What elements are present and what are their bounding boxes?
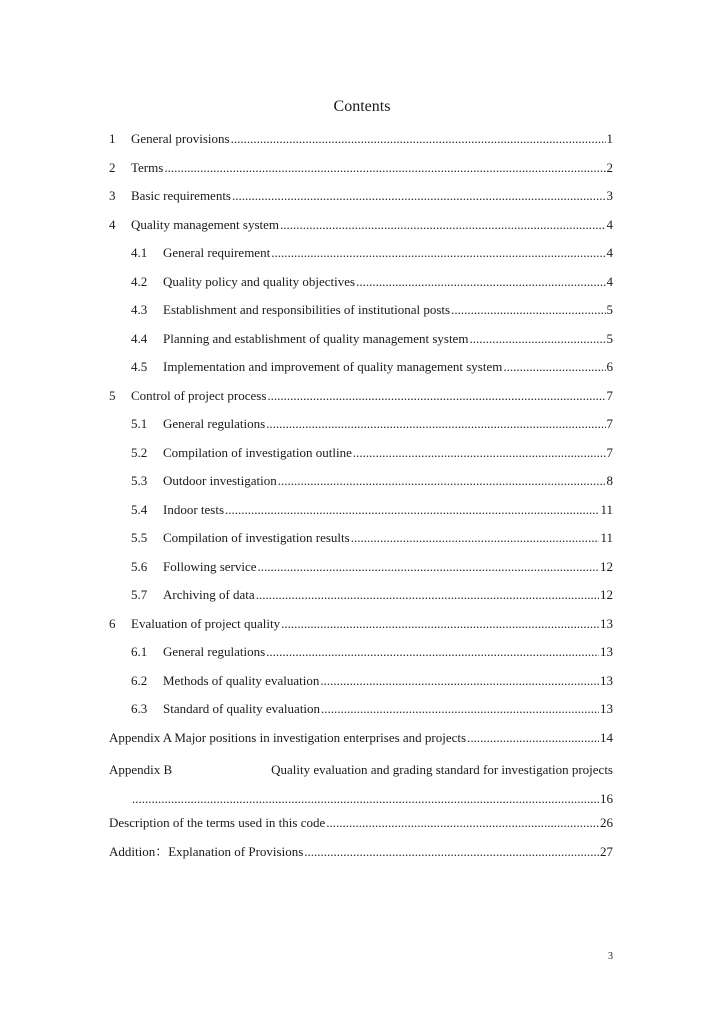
page-number: 3 [608, 951, 613, 962]
description-label: Description of the terms used in this code [109, 815, 326, 830]
dot-leader [321, 699, 599, 719]
toc-entry-label: Control of project process [131, 387, 267, 403]
toc-entry[interactable] [109, 443, 613, 472]
toc-entry-number: 6 [109, 615, 116, 631]
toc-entry[interactable] [109, 158, 613, 187]
toc-entry-label: Quality management system [131, 216, 280, 232]
toc-entry-addition[interactable] [109, 842, 613, 871]
toc-entry-page: 12 [600, 587, 613, 602]
toc-entry-label: Compilation of investigation outline [163, 444, 352, 460]
toc-entry-page: 11 [600, 501, 613, 517]
toc-entry-page: 7 [606, 444, 613, 460]
page-title: Contents [333, 98, 391, 115]
toc-entry-label: Quality policy and quality objectives [163, 273, 356, 289]
toc-entry-appendix-b[interactable] [109, 756, 613, 813]
toc-entry-number: 4 [109, 216, 116, 232]
addition-label: Addition：Explanation of Provisions [109, 843, 304, 859]
toc-entry-number: 5 [109, 387, 116, 403]
toc-entry-label: Implementation and improvement of quality management system [163, 359, 503, 374]
toc-entry-label: Outdoor investigation [163, 473, 277, 488]
toc-entry-page: 5 [606, 302, 613, 317]
dot-leader [258, 557, 599, 577]
toc-entry[interactable] [109, 243, 613, 272]
toc-entry-label: Planning and establishment of quality management system [163, 330, 469, 346]
dot-leader [326, 813, 599, 833]
dot-leader [467, 728, 599, 748]
toc-entry-page: 13 [600, 615, 613, 631]
toc-entry-page: 7 [606, 387, 613, 403]
toc-entry[interactable] [109, 699, 613, 728]
toc-entry-number: 5.7 [131, 587, 148, 602]
toc-entry-label: Methods of quality evaluation [163, 672, 320, 688]
toc-entry-number: 4.4 [131, 330, 148, 346]
toc-entry[interactable] [109, 414, 613, 443]
toc-entry-appendix-a[interactable] [109, 728, 613, 757]
toc-entry-number: 4.3 [131, 302, 148, 317]
toc-entry-number: 4.1 [131, 245, 148, 260]
toc-entry-page: 11 [600, 530, 613, 545]
dot-leader [266, 642, 599, 662]
toc-entry[interactable] [109, 215, 613, 244]
toc-entry-label: Establishment and responsibilities of institutional posts [163, 302, 451, 317]
toc-entry[interactable] [109, 357, 613, 386]
appendix-b-line-2 [109, 785, 613, 814]
toc-entry-number: 3 [109, 188, 116, 203]
toc-entry-page: 7 [606, 416, 613, 431]
dot-leader [271, 243, 605, 263]
toc-entry-label: Evaluation of project quality [131, 615, 281, 631]
addition-page: 27 [600, 843, 613, 859]
toc-entry-page: 12 [600, 558, 613, 574]
toc-entry-label: Basic requirements [131, 188, 231, 203]
toc-entry-label: Indoor tests [163, 501, 225, 517]
appendix-b-line-1 [109, 756, 613, 785]
dot-leader [356, 272, 605, 292]
toc-entry-page: 13 [600, 644, 613, 659]
dot-leader [267, 386, 605, 406]
toc-entry-label: General requirement [163, 245, 271, 260]
toc-entry-number: 5.6 [131, 558, 148, 574]
toc-entry-number: 4.2 [131, 273, 148, 289]
toc-entry-number: 5.1 [131, 416, 148, 431]
description-page: 26 [600, 815, 613, 830]
dot-leader [278, 471, 606, 491]
dot-leader [232, 186, 606, 206]
dot-leader [164, 158, 605, 178]
toc-entry-page: 2 [606, 159, 613, 175]
dot-leader [225, 500, 599, 520]
toc-entry-number: 6.2 [131, 672, 148, 688]
toc-entry-page: 1 [606, 131, 613, 146]
dot-leader [320, 671, 599, 691]
toc-entry-label: General regulations [163, 416, 266, 431]
appendix-b-label: Quality evaluation and grading standard for investigation projects [271, 762, 613, 777]
dot-leader [266, 414, 605, 434]
toc-entry-number: 2 [109, 159, 116, 175]
dot-leader [280, 215, 605, 235]
dot-leader [231, 129, 606, 149]
toc-entry-page: 4 [606, 273, 613, 289]
appendix-a-label: Major positions in investigation enterprises and projects [174, 729, 467, 745]
toc-entry-label: General regulations [163, 644, 266, 659]
appendix-b-page: 16 [600, 790, 613, 806]
toc-entry[interactable] [109, 471, 613, 500]
dot-leader [469, 329, 605, 349]
toc-entry-page: 8 [606, 473, 613, 488]
toc-entry-number: 5.4 [131, 501, 148, 517]
toc-entry[interactable] [109, 614, 613, 643]
toc-entry-number: 5.2 [131, 444, 148, 460]
toc-entry[interactable] [109, 186, 613, 215]
dot-leader [281, 614, 599, 634]
toc-entry-number: 1 [109, 131, 116, 146]
toc-entry-label: General provisions [131, 131, 230, 146]
toc-entry-label: Standard of quality evaluation [163, 701, 321, 716]
toc-entry-page: 13 [600, 672, 613, 688]
toc-entry-page: 4 [606, 216, 613, 232]
toc-entry[interactable] [109, 386, 613, 415]
table-of-contents [109, 129, 613, 870]
toc-entry-label: Archiving of data [163, 587, 255, 602]
dot-leader [132, 785, 599, 814]
toc-entry[interactable] [109, 272, 613, 301]
toc-entry[interactable] [109, 585, 613, 614]
toc-entry[interactable] [109, 129, 613, 158]
dot-leader [351, 528, 600, 548]
dot-leader [451, 300, 605, 320]
toc-entry-number: 4.5 [131, 359, 148, 374]
toc-entry-page: 13 [600, 701, 613, 716]
toc-entry[interactable] [109, 557, 613, 586]
toc-entry[interactable] [109, 671, 613, 700]
dot-leader [353, 443, 606, 463]
toc-entry[interactable] [109, 329, 613, 358]
dot-leader [256, 585, 599, 605]
toc-entry-label: Terms [131, 159, 164, 175]
toc-entry-number: 6.3 [131, 701, 148, 716]
toc-entry-number: 5.5 [131, 530, 148, 545]
dot-leader [304, 842, 599, 862]
appendix-a-prefix: Appendix A [109, 729, 173, 745]
appendix-a-page: 14 [600, 729, 613, 745]
toc-entry-description[interactable] [109, 813, 613, 842]
toc-entry-number: 6.1 [131, 644, 148, 659]
toc-entry-page: 5 [606, 330, 613, 346]
dot-leader [503, 357, 605, 377]
toc-entry[interactable] [109, 300, 613, 329]
toc-entry-number: 5.3 [131, 473, 148, 488]
toc-entry-page: 6 [606, 359, 613, 374]
toc-entry[interactable] [109, 528, 613, 557]
toc-entry[interactable] [109, 500, 613, 529]
toc-entry-page: 4 [606, 245, 613, 260]
toc-entry-page: 3 [606, 188, 613, 203]
toc-entry[interactable] [109, 642, 613, 671]
toc-entry-label: Compilation of investigation results [163, 530, 350, 545]
appendix-b-prefix: Appendix B [109, 762, 173, 777]
toc-entry-label: Following service [163, 558, 257, 574]
